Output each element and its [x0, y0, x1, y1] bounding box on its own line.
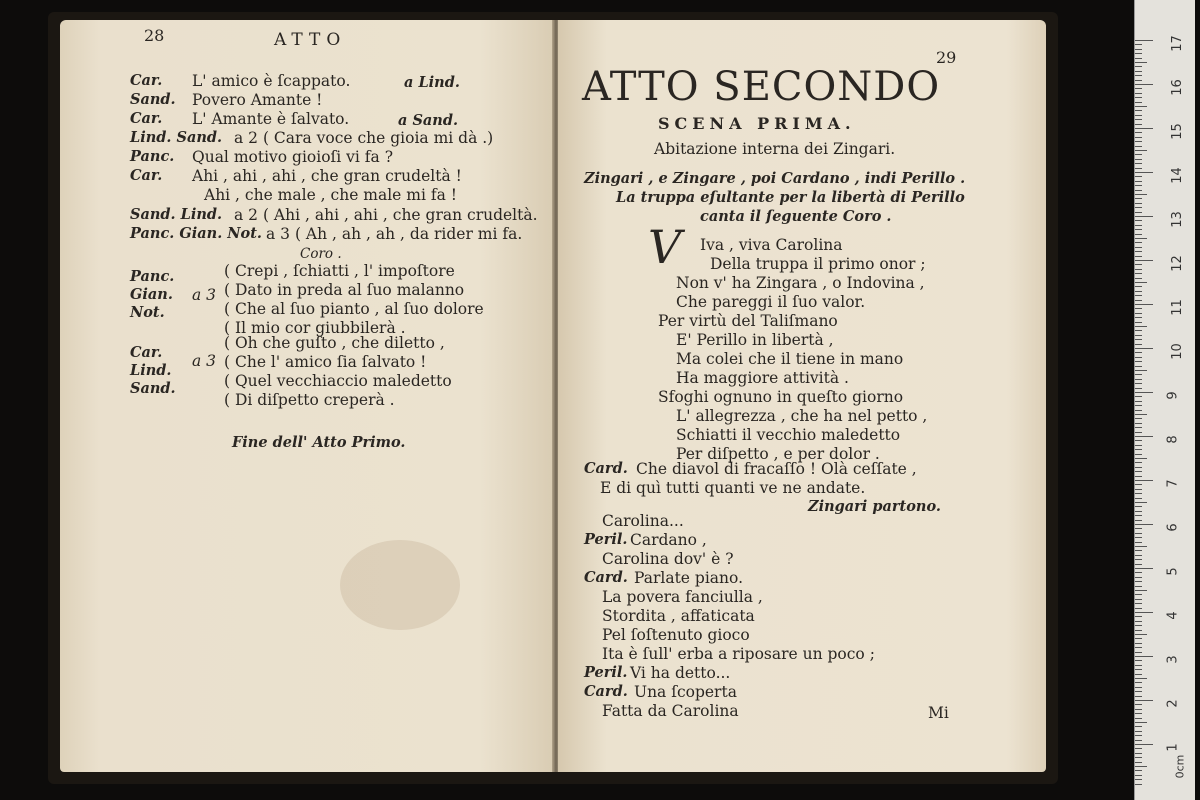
speaker: Not. [130, 304, 165, 321]
line-text: Carolina... [602, 512, 684, 530]
ruler-number: 9 [1165, 391, 1181, 400]
ruler-tick [1135, 568, 1153, 569]
ensemble-marker: a 3 [192, 286, 217, 304]
ruler-tick [1135, 203, 1142, 204]
speaker: Sand. [130, 91, 176, 108]
ruler-tick [1135, 53, 1142, 54]
ruler-tick [1135, 313, 1142, 314]
ruler-tick [1135, 357, 1142, 358]
ruler-tick [1135, 317, 1142, 318]
ruler-tick [1135, 383, 1142, 384]
ruler-tick [1135, 238, 1147, 239]
ruler-tick [1135, 115, 1142, 116]
ruler-tick [1135, 731, 1142, 732]
line-text: a 3 ( Ah , ah , ah , da rider mi fa. [266, 225, 523, 243]
right-page-number: 29 [936, 48, 957, 67]
measurement-ruler [1134, 0, 1195, 800]
ruler-tick [1135, 735, 1142, 736]
ruler-tick [1135, 335, 1142, 336]
line-text: Fatta da Carolina [602, 702, 739, 720]
ruler-tick [1135, 779, 1142, 780]
ruler-tick [1135, 330, 1142, 331]
ruler-tick [1135, 216, 1153, 217]
ruler-tick [1135, 586, 1142, 587]
ruler-tick [1135, 682, 1142, 683]
ruler-tick [1135, 304, 1153, 305]
ruler-tick [1135, 110, 1142, 111]
ruler-tick [1135, 40, 1153, 41]
chorus-line: ( Quel vecchiaccio maledetto [224, 372, 452, 390]
ruler-tick [1135, 396, 1142, 397]
stage-direction: Zingari , e Zingare , poi Cardano , indi Perillo . [584, 170, 966, 187]
ruler-tick [1135, 581, 1142, 582]
line-text: Che diavol di fracaſſo ! Olà ceſſate , [636, 460, 917, 478]
ensemble-marker: a 3 [192, 352, 217, 370]
ruler-unit: 0cm [1173, 754, 1187, 779]
chorus-line: L' allegrezza , che ha nel petto , [676, 407, 928, 425]
ruler-tick [1135, 414, 1147, 415]
ruler-tick [1135, 704, 1142, 705]
ruler-tick [1135, 608, 1142, 609]
ruler-tick [1135, 102, 1142, 103]
ruler-tick [1135, 159, 1142, 160]
speaker: Car. [130, 344, 163, 361]
chorus-line: ( Crepi , ſchiatti , l' impoſtore [224, 262, 455, 280]
ruler-tick [1135, 66, 1142, 67]
ruler-tick [1135, 572, 1142, 573]
ruler-tick [1135, 467, 1142, 468]
scene-setting: Abitazione interna dei Zingari. [654, 140, 896, 158]
ruler-tick [1135, 370, 1147, 371]
ruler-tick [1135, 242, 1142, 243]
ruler-tick [1135, 273, 1142, 274]
ruler-tick [1135, 282, 1147, 283]
ruler-tick [1135, 559, 1142, 560]
ruler-number: 7 [1165, 479, 1181, 488]
ruler-tick [1135, 124, 1142, 125]
ruler-tick [1135, 172, 1153, 173]
line-text: Cardano , [630, 531, 707, 549]
ruler-tick [1135, 718, 1142, 719]
speaker: Car. [130, 110, 163, 127]
ruler-tick [1135, 502, 1147, 503]
ruler-tick [1135, 594, 1142, 595]
ruler-tick [1135, 326, 1147, 327]
stage-aside: a Lind. [404, 74, 460, 91]
ruler-tick [1135, 546, 1147, 547]
scene-heading: SCENA PRIMA. [658, 114, 856, 133]
ruler-tick [1135, 322, 1142, 323]
ruler-tick [1135, 146, 1142, 147]
speaker: Card. [584, 460, 628, 477]
ruler-tick [1135, 784, 1142, 785]
ruler-tick [1135, 106, 1147, 107]
ruler-tick [1135, 458, 1147, 459]
ruler-tick [1135, 84, 1153, 85]
ruler-tick [1135, 374, 1142, 375]
speaker: Gian. [130, 286, 173, 303]
speaker: Panc. Gian. Not. [130, 225, 262, 242]
ruler-tick [1135, 352, 1142, 353]
ruler-tick [1135, 489, 1142, 490]
line-text: Carolina dov' è ? [602, 550, 734, 568]
ruler-tick [1135, 141, 1142, 142]
speaker: Lind. [130, 362, 172, 379]
ruler-tick [1135, 652, 1142, 653]
act-title: ATTO SECONDO [582, 64, 941, 110]
chorus-line: Iva , viva Carolina [700, 236, 843, 254]
ruler-tick [1135, 449, 1142, 450]
stage-direction: La truppa eſultante per la libertà di Perillo [616, 189, 965, 206]
ruler-tick [1135, 260, 1153, 261]
ruler-number: 1 [1165, 743, 1181, 752]
ruler-tick [1135, 176, 1142, 177]
ruler-tick [1135, 638, 1142, 639]
ruler-tick [1135, 550, 1142, 551]
speaker: Sand. Lind. [130, 206, 223, 223]
ruler-tick [1135, 229, 1142, 230]
ruler-tick [1135, 669, 1142, 670]
ruler-tick [1135, 392, 1153, 393]
ruler-tick [1135, 207, 1142, 208]
line-text: Ita è ſull' erba a riposare un poco ; [602, 645, 875, 663]
ruler-tick [1135, 278, 1142, 279]
ruler-number: 13 [1169, 211, 1185, 228]
act-end: Fine dell' Atto Primo. [232, 434, 406, 451]
ruler-tick [1135, 674, 1142, 675]
ruler-number: 3 [1165, 655, 1181, 664]
ruler-tick [1135, 722, 1147, 723]
line-text: Una ſcoperta [634, 683, 737, 701]
speaker: Sand. [130, 380, 176, 397]
chorus-line: ( Di diſpetto creperà . [224, 391, 395, 409]
speaker: Lind. Sand. [130, 129, 223, 146]
ruler-tick [1135, 462, 1142, 463]
ruler-tick [1135, 493, 1142, 494]
ruler-tick [1135, 511, 1142, 512]
ruler-tick [1135, 748, 1142, 749]
line-text: Qual motivo gioioſi vi fa ? [192, 148, 394, 166]
chorus-line: ( Oh che guſto , che diletto , [224, 334, 445, 352]
ruler-tick [1135, 537, 1142, 538]
ruler-tick [1135, 577, 1142, 578]
line-text: Povero Amante ! [192, 91, 323, 109]
ruler-number: 5 [1165, 567, 1181, 576]
ruler-tick [1135, 744, 1153, 745]
ruler-tick [1135, 212, 1142, 213]
ruler-number: 15 [1169, 123, 1185, 140]
ruler-tick [1135, 660, 1142, 661]
ruler-tick [1135, 154, 1142, 155]
ruler-number: 12 [1169, 255, 1185, 272]
line-text: Stordita , affaticata [602, 607, 755, 625]
line-text: a 2 ( Cara voce che gioia mi dà .) [234, 129, 494, 147]
ruler-tick [1135, 762, 1142, 763]
ruler-tick [1135, 687, 1142, 688]
ruler-tick [1135, 678, 1147, 679]
ruler-tick [1135, 132, 1142, 133]
ruler-tick [1135, 423, 1142, 424]
ruler-tick [1135, 740, 1142, 741]
stage-direction: Zingari partono. [808, 498, 941, 515]
ruler-tick [1135, 97, 1142, 98]
ruler-number: 2 [1165, 699, 1181, 708]
ruler-tick [1135, 726, 1142, 727]
ruler-tick [1135, 88, 1142, 89]
ruler-tick [1135, 775, 1142, 776]
ruler-number: 14 [1169, 167, 1185, 184]
ruler-tick [1135, 634, 1147, 635]
chorus-line: Per virtù del Taliſmano [658, 312, 838, 330]
ruler-tick [1135, 234, 1142, 235]
ruler-tick [1135, 410, 1142, 411]
ruler-tick [1135, 119, 1142, 120]
ruler-tick [1135, 555, 1142, 556]
ruler-tick [1135, 643, 1142, 644]
left-page-number: 28 [144, 26, 165, 45]
ruler-tick [1135, 418, 1142, 419]
ruler-tick [1135, 454, 1142, 455]
ruler-tick [1135, 58, 1142, 59]
chorus-line: E' Perillo in libertà , [676, 331, 834, 349]
ruler-number: 6 [1165, 523, 1181, 532]
ruler-tick [1135, 80, 1142, 81]
ruler-number: 10 [1169, 343, 1185, 360]
chorus-line: ( Che al ſuo pianto , al ſuo dolore [224, 300, 484, 318]
chorus-line: ( Che l' amico ſia ſalvato ! [224, 353, 427, 371]
line-text: Ahi , ahi , ahi , che gran crudeltà ! [192, 167, 462, 185]
ruler-tick [1135, 480, 1153, 481]
ruler-tick [1135, 476, 1142, 477]
ruler-tick [1135, 484, 1142, 485]
line-text: Parlate piano. [634, 569, 743, 587]
line-text: L' Amante è ſalvato. [192, 110, 350, 128]
line-text: Ahi , che male , che male mi fa ! [204, 186, 458, 204]
ruler-tick [1135, 71, 1142, 72]
ruler-tick [1135, 599, 1142, 600]
ruler-tick [1135, 348, 1153, 349]
ruler-tick [1135, 630, 1142, 631]
line-text: a 2 ( Ahi , ahi , ahi , che gran crudeltà. [234, 206, 538, 224]
ruler-tick [1135, 339, 1142, 340]
stage-direction: canta il ſeguente Coro . [700, 208, 892, 225]
chorus-line: Sfoghi ognuno in queſto giorno [658, 388, 904, 406]
ruler-tick [1135, 542, 1142, 543]
ruler-tick [1135, 520, 1142, 521]
chorus-line: Per diſpetto , e per dolor . [676, 445, 880, 463]
speaker: Card. [584, 683, 628, 700]
ruler-tick [1135, 440, 1142, 441]
ruler-tick [1135, 44, 1142, 45]
ruler-tick [1135, 753, 1142, 754]
ruler-tick [1135, 269, 1142, 270]
ruler-tick [1135, 515, 1142, 516]
left-page [60, 20, 554, 772]
chorus-line: Ma colei che il tiene in mano [676, 350, 904, 368]
ruler-tick [1135, 344, 1142, 345]
ruler-tick [1135, 405, 1142, 406]
right-page [558, 20, 1046, 772]
ruler-tick [1135, 524, 1153, 525]
ruler-tick [1135, 656, 1153, 657]
ruler-tick [1135, 366, 1142, 367]
ruler-tick [1135, 528, 1142, 529]
chorus-line: Della truppa il primo onor ; [710, 255, 926, 273]
chorus-line: Ha maggiore attività . [676, 369, 849, 387]
chorus-line: Che pareggi il ſuo valor. [676, 293, 866, 311]
ruler-tick [1135, 93, 1142, 94]
ruler-tick [1135, 361, 1142, 362]
ruler-tick [1135, 665, 1142, 666]
ruler-tick [1135, 264, 1142, 265]
ruler-tick [1135, 713, 1142, 714]
chorus-line: ( Dato in preda al ſuo malanno [224, 281, 465, 299]
ruler-number: 17 [1169, 35, 1185, 52]
ruler-tick [1135, 445, 1142, 446]
paper-stain [340, 540, 460, 630]
ruler-tick [1135, 62, 1147, 63]
ruler-tick [1135, 194, 1147, 195]
ruler-tick [1135, 291, 1142, 292]
speaker: Peril. [584, 664, 628, 681]
speaker: Panc. [130, 148, 175, 165]
chorus-line: ( Il mio cor giubbilerà . [224, 319, 406, 337]
ruler-tick [1135, 137, 1142, 138]
ruler-tick [1135, 691, 1142, 692]
ruler-tick [1135, 150, 1147, 151]
ruler-tick [1135, 625, 1142, 626]
ruler-tick [1135, 308, 1142, 309]
ruler-tick [1135, 603, 1142, 604]
line-text: Pel ſoſtenuto gioco [602, 626, 750, 644]
speaker: Card. [584, 569, 628, 586]
ruler-tick [1135, 168, 1142, 169]
speaker: Car. [130, 167, 163, 184]
ruler-number: 8 [1165, 435, 1181, 444]
ruler-tick [1135, 225, 1142, 226]
ruler-tick [1135, 564, 1142, 565]
ruler-tick [1135, 300, 1142, 301]
line-text: Vi ha detto... [630, 664, 731, 682]
ruler-tick [1135, 436, 1153, 437]
ruler-tick [1135, 220, 1142, 221]
line-text: La povera fanciulla , [602, 588, 763, 606]
ruler-tick [1135, 770, 1142, 771]
ruler-tick [1135, 506, 1142, 507]
ruler-tick [1135, 247, 1142, 248]
ruler-tick [1135, 190, 1142, 191]
ruler-tick [1135, 256, 1142, 257]
ruler-tick [1135, 198, 1142, 199]
ruler-tick [1135, 75, 1142, 76]
ruler-number: 4 [1165, 611, 1181, 620]
speaker: Car. [130, 72, 163, 89]
ruler-tick [1135, 612, 1153, 613]
ruler-tick [1135, 616, 1142, 617]
drop-cap: V [648, 220, 682, 274]
ruler-tick [1135, 128, 1153, 129]
stage-aside: a Sand. [398, 112, 459, 129]
ruler-tick [1135, 621, 1142, 622]
coro-label: Coro . [300, 246, 342, 262]
ruler-tick [1135, 49, 1142, 50]
ruler-tick [1135, 251, 1142, 252]
ruler-tick [1135, 696, 1142, 697]
ruler-tick [1135, 163, 1142, 164]
ruler-tick [1135, 427, 1142, 428]
ruler-tick [1135, 709, 1142, 710]
speaker: Peril. [584, 531, 628, 548]
catchword: Mi [928, 704, 949, 722]
ruler-tick [1135, 757, 1142, 758]
ruler-tick [1135, 590, 1147, 591]
chorus-line: Schiatti il vecchio maledetto [676, 426, 901, 444]
ruler-tick [1135, 181, 1142, 182]
speaker: Panc. [130, 268, 175, 285]
ruler-tick [1135, 295, 1142, 296]
ruler-tick [1135, 647, 1142, 648]
ruler-tick [1135, 185, 1142, 186]
ruler-tick [1135, 766, 1147, 767]
left-running-head: ATTO [274, 30, 347, 50]
ruler-tick [1135, 388, 1142, 389]
ruler-tick [1135, 432, 1142, 433]
ruler-tick [1135, 379, 1142, 380]
ruler-tick [1135, 401, 1142, 402]
ruler-tick [1135, 286, 1142, 287]
line-text: L' amico è ſcappato. [192, 72, 351, 90]
chorus-line: Non v' ha Zingara , o Indovina , [676, 274, 925, 292]
ruler-number: 16 [1169, 79, 1185, 96]
line-text: E di quì tutti quanti ve ne andate. [600, 479, 866, 497]
ruler-tick [1135, 471, 1142, 472]
ruler-tick [1135, 700, 1153, 701]
ruler-number: 11 [1169, 299, 1185, 316]
ruler-tick [1135, 533, 1142, 534]
ruler-tick [1135, 498, 1142, 499]
